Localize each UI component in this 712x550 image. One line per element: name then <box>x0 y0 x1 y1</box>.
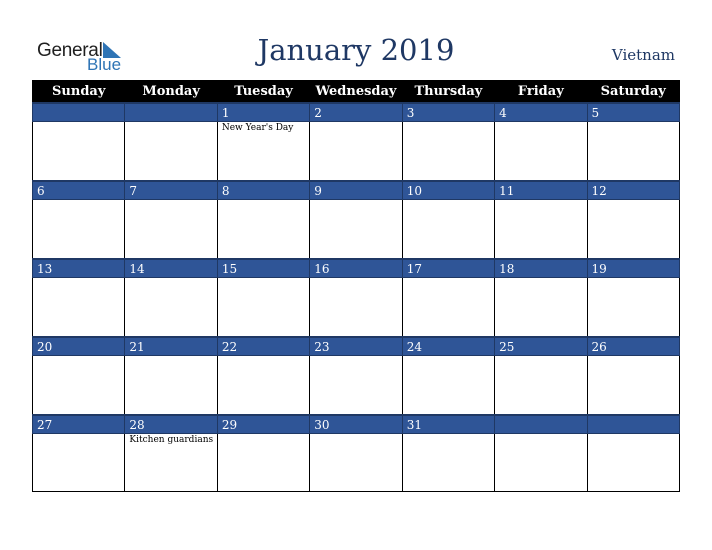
date-number <box>33 103 125 122</box>
day-cell <box>125 122 217 182</box>
week-1-events-row <box>33 122 680 182</box>
logo-blue-text: Blue <box>87 55 122 74</box>
date-number: 19 <box>587 259 679 278</box>
date-number: 7 <box>125 181 217 200</box>
date-number: 6 <box>33 181 125 200</box>
calendar-title: January 2019 <box>257 33 455 67</box>
day-cell <box>495 200 587 260</box>
date-number: 20 <box>33 337 125 356</box>
day-cell <box>402 122 494 182</box>
day-cell <box>402 200 494 260</box>
week-1-date-row <box>33 103 680 122</box>
date-number: 17 <box>402 259 494 278</box>
day-cell <box>33 356 125 416</box>
date-number: 2 <box>310 103 402 122</box>
week-4-date-row <box>33 337 680 356</box>
day-cell <box>125 278 217 338</box>
country-label: Vietnam <box>611 46 675 64</box>
day-cell <box>495 122 587 182</box>
week-3-date-row <box>33 259 680 278</box>
date-number: 4 <box>495 103 587 122</box>
holiday-label: Kitchen guardians <box>125 434 217 492</box>
day-cell <box>495 434 587 492</box>
date-number: 31 <box>402 415 494 434</box>
weekday-header: Thursday <box>402 81 494 104</box>
day-cell <box>33 434 125 492</box>
day-cell <box>495 356 587 416</box>
day-cell <box>33 278 125 338</box>
day-cell <box>217 200 309 260</box>
date-number <box>587 415 679 434</box>
day-cell <box>310 122 402 182</box>
day-cell <box>33 122 125 182</box>
day-cell <box>587 434 679 492</box>
day-cell <box>125 356 217 416</box>
weekday-header: Monday <box>125 81 217 104</box>
day-cell <box>310 278 402 338</box>
weekday-header: Tuesday <box>217 81 309 104</box>
date-number: 15 <box>217 259 309 278</box>
date-number: 9 <box>310 181 402 200</box>
date-number: 11 <box>495 181 587 200</box>
day-cell <box>125 200 217 260</box>
date-number: 1 <box>217 103 309 122</box>
weekday-header: Wednesday <box>310 81 402 104</box>
weekday-header: Saturday <box>587 81 679 104</box>
date-number: 24 <box>402 337 494 356</box>
month-calendar <box>32 80 680 492</box>
weekday-header: Friday <box>495 81 587 104</box>
week-4-events-row <box>33 356 680 416</box>
date-number <box>495 415 587 434</box>
date-number: 25 <box>495 337 587 356</box>
holiday-label: New Year's Day <box>217 122 309 182</box>
date-number: 3 <box>402 103 494 122</box>
date-number: 29 <box>217 415 309 434</box>
weekday-header-row <box>33 81 680 104</box>
day-cell <box>310 434 402 492</box>
date-number: 27 <box>33 415 125 434</box>
day-cell <box>587 356 679 416</box>
day-cell <box>402 356 494 416</box>
week-3-events-row <box>33 278 680 338</box>
week-5-date-row <box>33 415 680 434</box>
day-cell <box>587 278 679 338</box>
week-2-events-row <box>33 200 680 260</box>
date-number: 21 <box>125 337 217 356</box>
day-cell <box>217 278 309 338</box>
date-number: 22 <box>217 337 309 356</box>
date-number: 8 <box>217 181 309 200</box>
day-cell <box>402 278 494 338</box>
date-number: 30 <box>310 415 402 434</box>
day-cell <box>310 200 402 260</box>
date-number: 18 <box>495 259 587 278</box>
day-cell <box>217 434 309 492</box>
weekday-header: Sunday <box>33 81 125 104</box>
date-number: 16 <box>310 259 402 278</box>
day-cell <box>33 200 125 260</box>
week-5-events-row <box>33 434 680 492</box>
week-2-date-row <box>33 181 680 200</box>
day-cell <box>310 356 402 416</box>
date-number: 23 <box>310 337 402 356</box>
date-number: 26 <box>587 337 679 356</box>
day-cell <box>587 122 679 182</box>
date-number: 13 <box>33 259 125 278</box>
date-number: 5 <box>587 103 679 122</box>
day-cell <box>587 200 679 260</box>
date-number: 28 <box>125 415 217 434</box>
date-number <box>125 103 217 122</box>
day-cell <box>402 434 494 492</box>
day-cell <box>495 278 587 338</box>
date-number: 14 <box>125 259 217 278</box>
date-number: 12 <box>587 181 679 200</box>
logo-general-text: General <box>37 40 103 61</box>
day-cell <box>217 356 309 416</box>
date-number: 10 <box>402 181 494 200</box>
